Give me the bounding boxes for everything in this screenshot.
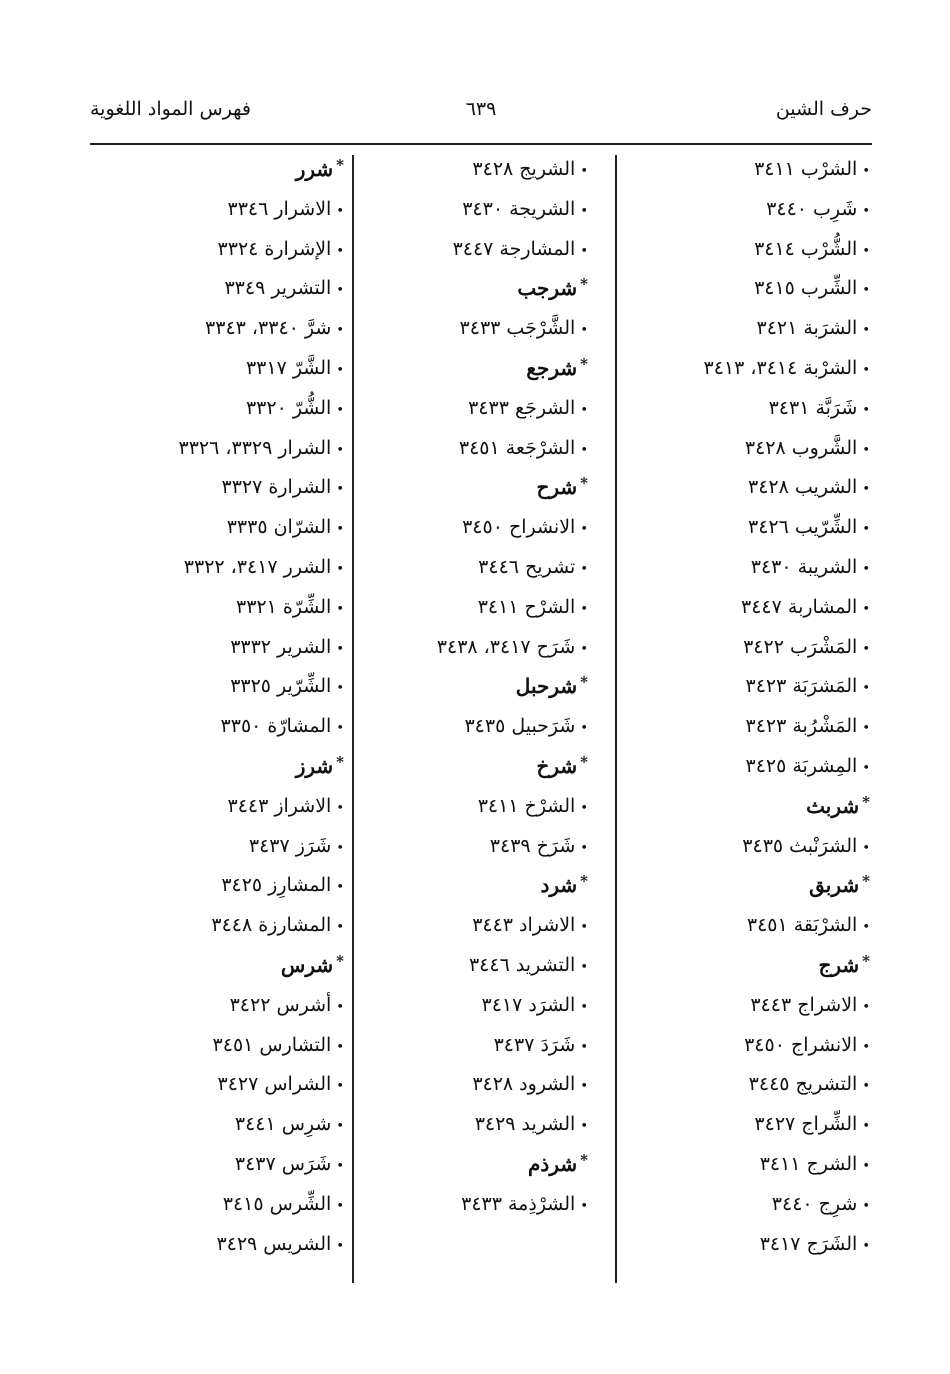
index-entry-text: الشرار ٣٣٢٩، ٣٣٢٦: [178, 436, 332, 459]
root-heading: [343, 667, 588, 707]
index-entry-text: الشريس ٣٤٢٩: [216, 1232, 332, 1255]
root-heading-text: شرحبل: [515, 674, 578, 699]
index-entry-text: التشريج ٣٤٤٥: [748, 1073, 858, 1096]
index-entry: [615, 1105, 870, 1145]
index-entry: [343, 508, 588, 548]
index-entry-text: الشَّروب ٣٤٢٨: [744, 436, 858, 459]
bullet-icon: •: [580, 601, 588, 617]
bullet-icon: •: [862, 1039, 870, 1055]
index-entry-text: الشِّرّير ٣٣٢٥: [230, 675, 332, 698]
index-entry-text: شرِس ٣٤٤١: [234, 1113, 332, 1136]
bullet-icon: •: [580, 1079, 588, 1095]
index-entry-text: التشريد ٣٤٤٦: [468, 953, 576, 976]
index-entry-text: المَشرَبَة ٣٤٢٣: [745, 675, 858, 698]
bullet-icon: •: [336, 1238, 344, 1254]
root-heading: [343, 468, 588, 508]
index-entry: [343, 946, 588, 986]
bullet-icon: •: [580, 999, 588, 1015]
index-entry: [99, 667, 344, 707]
root-heading-text: شرد: [540, 873, 578, 898]
root-heading: [99, 946, 344, 986]
index-entry-text: الشرود ٣٤٢٨: [472, 1073, 576, 1096]
index-entry: [99, 389, 344, 429]
index-entry: [615, 548, 870, 588]
index-entry: [615, 1145, 870, 1185]
bullet-icon: •: [862, 164, 870, 179]
bullet-icon: •: [862, 920, 870, 936]
asterisk-marker: *: [862, 951, 870, 970]
index-entry-text: الشُّرّ ٣٣٢٠: [245, 396, 332, 419]
bullet-icon: •: [336, 482, 344, 498]
index-entry: [615, 508, 870, 548]
index-entry-text: الاشرار ٣٣٤٦: [227, 197, 332, 220]
bullet-icon: •: [336, 880, 344, 896]
index-entry: [615, 588, 870, 628]
index-entry-text: المَشْرَب ٣٤٢٢: [743, 635, 858, 658]
bullet-icon: •: [862, 840, 870, 856]
asterisk-marker: *: [580, 872, 588, 891]
index-entry-text: أشرس ٣٤٢٢: [229, 993, 332, 1016]
root-heading-text: شرح: [536, 475, 578, 500]
index-entry-text: الشرّان ٣٣٣٥: [226, 516, 332, 539]
bullet-icon: •: [336, 1119, 344, 1135]
index-entry: [99, 1065, 344, 1105]
root-heading: [343, 349, 588, 389]
index-entry-text: الشِّرّيب ٣٤٢٦: [748, 516, 858, 539]
bullet-icon: •: [862, 323, 870, 339]
bullet-icon: •: [336, 681, 344, 697]
bullet-icon: •: [336, 283, 344, 299]
index-entry: [99, 986, 344, 1026]
index-entry-text: الشرجَع ٣٤٣٣: [468, 396, 576, 419]
index-entry: [615, 827, 870, 867]
bullet-icon: •: [336, 243, 344, 259]
index-entry: [99, 1225, 344, 1265]
index-entry-text: الانشراج ٣٤٥٠: [744, 1033, 858, 1056]
index-entry-text: الشِّراج ٣٤٢٧: [754, 1113, 858, 1136]
bullet-icon: •: [862, 243, 870, 259]
bullet-icon: •: [336, 1158, 344, 1174]
bullet-icon: •: [862, 1158, 870, 1174]
index-entry-text: شَرَس ٣٤٣٧: [234, 1152, 332, 1175]
index-entry: [615, 1065, 870, 1105]
asterisk-marker: *: [862, 792, 870, 811]
root-heading: [615, 787, 870, 827]
index-entry: [99, 1145, 344, 1185]
root-heading: [343, 1145, 588, 1185]
index-entry-text: المَشْرُبة ٣٤٢٣: [745, 715, 858, 738]
index-entry-text: شرَّ ٣٣٤٠، ٣٣٤٣: [205, 317, 332, 340]
index-entry: [99, 190, 344, 230]
bullet-icon: •: [336, 601, 344, 617]
index-entry-text: الشرر ٣٤١٧، ٣٣٢٢: [183, 555, 332, 578]
index-entry-text: الشرْب ٣٤١١: [754, 158, 858, 180]
index-entry: [99, 1105, 344, 1145]
bullet-icon: •: [336, 840, 344, 856]
bullet-icon: •: [862, 1238, 870, 1254]
index-entry: [615, 349, 870, 389]
index-entry-text: شَرَز ٣٤٣٧: [248, 834, 332, 857]
bullet-icon: •: [336, 999, 344, 1015]
index-entry: [343, 628, 588, 668]
root-heading: [99, 747, 344, 787]
bullet-icon: •: [580, 203, 588, 219]
index-entry: [615, 747, 870, 787]
running-head-chapter: حرف الشين: [775, 98, 872, 120]
index-entry-text: الشِّرّة ٣٣٢١: [236, 595, 332, 618]
index-entry: [343, 1105, 588, 1145]
asterisk-marker: *: [336, 951, 344, 970]
bullet-icon: •: [336, 442, 344, 458]
index-entry-text: الشرْبة ٣٤١٤، ٣٤١٣: [703, 356, 858, 379]
index-entry: [99, 866, 344, 906]
index-entry: [615, 150, 870, 190]
index-entry-text: الشريج ٣٤٢٨: [472, 158, 576, 180]
index-entry: [615, 667, 870, 707]
index-entry: [99, 309, 344, 349]
index-entry-text: شَرَدَ ٣٤٣٧: [493, 1033, 576, 1056]
index-entry: [343, 1065, 588, 1105]
bullet-icon: •: [336, 641, 344, 657]
index-entry: [615, 986, 870, 1026]
bullet-icon: •: [336, 800, 344, 816]
bullet-icon: •: [580, 959, 588, 975]
index-entry: [343, 548, 588, 588]
index-entry: [99, 548, 344, 588]
running-head-title: فهرس المواد اللغوية: [90, 98, 252, 120]
root-heading-text: شرذم: [528, 1151, 578, 1176]
bullet-icon: •: [862, 283, 870, 299]
asterisk-marker: *: [580, 354, 588, 373]
asterisk-marker: *: [580, 752, 588, 771]
root-heading-text: شرر: [295, 157, 334, 181]
bullet-icon: •: [862, 522, 870, 538]
bullet-icon: •: [336, 522, 344, 538]
index-entry: [343, 787, 588, 827]
asterisk-marker: *: [580, 673, 588, 692]
index-entry-text: الشَّرْجَب ٣٤٣٣: [459, 317, 576, 340]
index-entry-text: شَرَحبيل ٣٤٣٥: [464, 715, 576, 738]
index-entry-text: المشارجة ٣٤٤٧: [452, 237, 576, 260]
root-heading: [615, 866, 870, 906]
index-entry: [99, 707, 344, 747]
index-entry: [343, 707, 588, 747]
index-entry-text: الاشراج ٣٤٤٣: [750, 993, 858, 1016]
bullet-icon: •: [862, 402, 870, 418]
root-heading: [343, 747, 588, 787]
index-entry: [343, 150, 588, 190]
root-heading-text: شرخ: [536, 753, 578, 778]
index-entry-text: الشِّرس ٣٤١٥: [222, 1192, 332, 1215]
index-column-right: [615, 150, 870, 1264]
index-entry: [343, 429, 588, 469]
bullet-icon: •: [580, 164, 588, 179]
bullet-icon: •: [580, 1119, 588, 1135]
index-entry-text: المشارزة ٣٤٤٨: [211, 914, 332, 937]
index-entry: [99, 906, 344, 946]
index-entry-text: الشرْبَقة ٣٤٥١: [746, 914, 858, 937]
index-entry-text: الاشراز ٣٤٤٣: [227, 794, 332, 817]
index-entry: [615, 269, 870, 309]
root-heading: [343, 269, 588, 309]
index-entry: [343, 309, 588, 349]
index-entry: [615, 707, 870, 747]
index-entry: [615, 309, 870, 349]
bullet-icon: •: [580, 1198, 588, 1214]
index-entry-text: الشرْجَعة ٣٤٥١: [458, 436, 576, 459]
index-entry-text: الشُّرْب ٣٤١٤: [754, 237, 858, 260]
bullet-icon: •: [862, 1119, 870, 1135]
index-entry-text: الشرج ٣٤١١: [759, 1152, 858, 1175]
index-entry-text: الإشرارة ٣٣٢٤: [217, 237, 332, 260]
index-entry-text: التشارس ٣٤٥١: [212, 1033, 332, 1056]
bullet-icon: •: [336, 402, 344, 418]
index-entry-text: شَرَح ٣٤١٧، ٣٤٣٨: [436, 635, 576, 658]
index-entry: [615, 1026, 870, 1066]
index-entry: [99, 508, 344, 548]
page-header: [90, 98, 872, 138]
bullet-icon: •: [336, 1039, 344, 1055]
index-entry-text: الشراس ٣٤٢٧: [217, 1073, 332, 1096]
bullet-icon: •: [336, 721, 344, 737]
index-entry: [99, 787, 344, 827]
index-entry: [99, 1185, 344, 1225]
index-entry-text: المِشربَة ٣٤٢٥: [745, 754, 858, 777]
index-entry-text: الشَرَج ٣٤١٧: [759, 1232, 858, 1255]
root-heading-text: شرج: [818, 952, 860, 977]
bullet-icon: •: [580, 442, 588, 458]
index-entry: [99, 349, 344, 389]
index-entry: [615, 230, 870, 270]
root-heading: [343, 866, 588, 906]
bullet-icon: •: [336, 362, 344, 378]
index-entry-text: الشرْذِمة ٣٤٣٣: [461, 1192, 576, 1215]
index-entry-text: الشريب ٣٤٢٨: [748, 476, 858, 499]
index-entry: [615, 429, 870, 469]
index-entry: [615, 468, 870, 508]
bullet-icon: •: [862, 760, 870, 776]
index-entry-text: تشريح ٣٤٤٦: [478, 555, 576, 578]
index-entry: [99, 588, 344, 628]
index-entry: [343, 1026, 588, 1066]
index-entry: [615, 628, 870, 668]
index-entry-text: الشِّرب ٣٤١٥: [754, 277, 858, 300]
index-entry-text: الشَّرّ ٣٣١٧: [245, 356, 332, 379]
index-column-middle: [343, 150, 588, 1225]
asterisk-marker: *: [580, 1150, 588, 1169]
asterisk-marker: *: [580, 474, 588, 493]
index-entry: [99, 269, 344, 309]
index-entry: [343, 588, 588, 628]
index-entry-text: الشرَبة ٣٤٢١: [756, 317, 858, 340]
bullet-icon: •: [862, 482, 870, 498]
asterisk-marker: *: [336, 752, 344, 771]
bullet-icon: •: [580, 1039, 588, 1055]
index-entry-text: المشاربة ٣٤٤٧: [741, 595, 858, 618]
asterisk-marker: *: [862, 872, 870, 891]
index-entry-text: الانشراح ٣٤٥٠: [462, 516, 576, 539]
index-entry-text: الشرارة ٣٣٢٧: [221, 476, 332, 499]
bullet-icon: •: [580, 840, 588, 856]
page-number: ٦٣٩: [465, 98, 497, 120]
index-entry: [343, 1185, 588, 1225]
root-heading-text: شربث: [806, 793, 860, 818]
index-entry-text: الاشراد ٣٤٤٣: [472, 914, 576, 937]
root-heading: [615, 946, 870, 986]
index-entry-text: شَرَبَّة ٣٤٣١: [768, 396, 858, 419]
index-entry-text: الشريجة ٣٤٣٠: [462, 197, 576, 220]
bullet-icon: •: [336, 920, 344, 936]
index-entry: [343, 986, 588, 1026]
header-rule: [90, 143, 872, 145]
bullet-icon: •: [862, 681, 870, 697]
bullet-icon: •: [336, 203, 344, 219]
bullet-icon: •: [580, 641, 588, 657]
bullet-icon: •: [862, 721, 870, 737]
bullet-icon: •: [580, 920, 588, 936]
index-entry: [615, 906, 870, 946]
asterisk-marker: *: [336, 156, 344, 174]
bullet-icon: •: [862, 561, 870, 577]
bullet-icon: •: [862, 442, 870, 458]
bullet-icon: •: [862, 362, 870, 378]
index-entry: [343, 190, 588, 230]
index-entry-text: شَرَخ ٣٤٣٩: [489, 834, 576, 857]
bullet-icon: •: [580, 243, 588, 259]
bullet-icon: •: [580, 561, 588, 577]
bullet-icon: •: [862, 641, 870, 657]
bullet-icon: •: [862, 203, 870, 219]
root-heading-text: شرز: [295, 753, 334, 778]
bullet-icon: •: [580, 800, 588, 816]
bullet-icon: •: [580, 323, 588, 339]
bullet-icon: •: [862, 601, 870, 617]
index-entry: [99, 1026, 344, 1066]
bullet-icon: •: [336, 561, 344, 577]
index-entry: [343, 230, 588, 270]
index-entry-text: التشرير ٣٣٤٩: [224, 277, 332, 300]
index-entry: [615, 1225, 870, 1265]
index-entry-text: الشرَد ٣٤١٧: [481, 993, 576, 1016]
index-entry: [343, 827, 588, 867]
bullet-icon: •: [336, 1198, 344, 1214]
bullet-icon: •: [580, 721, 588, 737]
bullet-icon: •: [336, 1079, 344, 1095]
index-entry-text: الشرير ٣٣٣٢: [230, 635, 332, 658]
index-entry-text: شَرِب ٣٤٤٠: [766, 197, 858, 220]
bullet-icon: •: [580, 522, 588, 538]
bullet-icon: •: [862, 999, 870, 1015]
index-entry: [99, 230, 344, 270]
bullet-icon: •: [862, 1079, 870, 1095]
index-entry: [99, 628, 344, 668]
root-heading-text: شرجب: [517, 276, 578, 301]
index-entry-text: المشارّة ٣٣٥٠: [220, 715, 332, 738]
root-heading-text: شربق: [809, 873, 860, 898]
root-heading-text: شرس: [280, 952, 334, 977]
index-entry: [615, 389, 870, 429]
bullet-icon: •: [580, 402, 588, 418]
root-heading: [99, 150, 344, 190]
bullet-icon: •: [336, 323, 344, 339]
index-entry: [99, 827, 344, 867]
index-entry-text: الشرَنْبث ٣٤٣٥: [742, 834, 858, 857]
index-column-left: [99, 150, 344, 1264]
index-entry: [99, 429, 344, 469]
bullet-icon: •: [862, 1198, 870, 1214]
index-entry: [615, 190, 870, 230]
index-entry-text: الشرْخ ٣٤١١: [477, 794, 576, 817]
index-entry-text: شرِج ٣٤٤٠: [771, 1192, 858, 1215]
index-entry-text: الشريد ٣٤٢٩: [474, 1113, 576, 1136]
index-entry-text: الشرْح ٣٤١١: [477, 595, 576, 618]
index-entry-text: الشريبة ٣٤٣٠: [750, 555, 858, 578]
index-entry: [615, 1185, 870, 1225]
index-entry: [343, 906, 588, 946]
index-entry-text: المشارِز ٣٤٢٥: [221, 874, 332, 897]
index-entry: [99, 468, 344, 508]
asterisk-marker: *: [580, 275, 588, 294]
root-heading-text: شرجع: [526, 355, 578, 380]
index-entry: [343, 389, 588, 429]
